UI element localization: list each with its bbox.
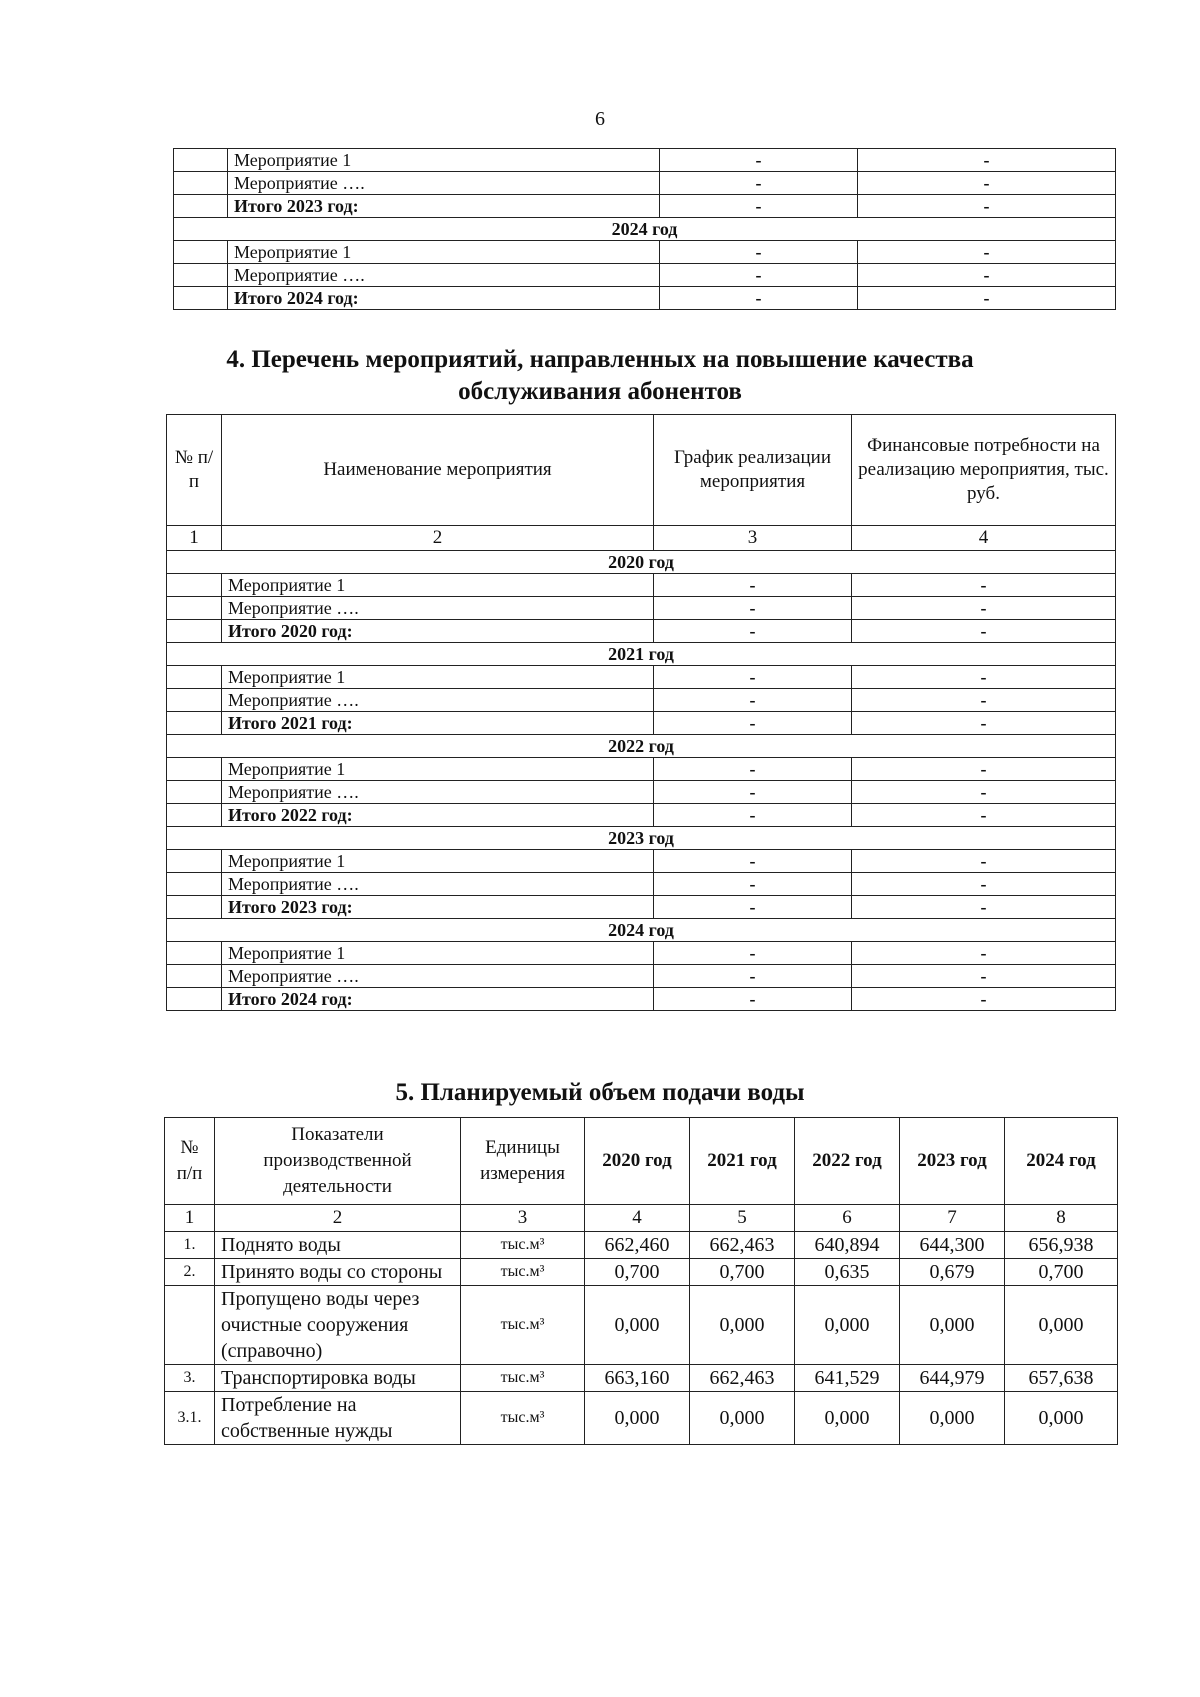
total-row — [174, 287, 1116, 310]
schedule-cell: - — [654, 597, 852, 620]
row-number-cell — [167, 781, 222, 804]
value-cell: 656,938 — [1005, 1232, 1118, 1259]
row-number-cell — [174, 149, 228, 172]
schedule-cell: - — [654, 850, 852, 873]
value-cell: 640,894 — [795, 1232, 900, 1259]
financing-cell: - — [852, 597, 1116, 620]
row-number-cell — [174, 287, 228, 310]
row-number-cell — [167, 988, 222, 1011]
measure-row — [174, 241, 1116, 264]
unit-cell: тыс.м³ — [461, 1259, 585, 1286]
measure-row — [167, 597, 1116, 620]
financing-cell: - — [852, 666, 1116, 689]
row-number-cell — [167, 597, 222, 620]
value-cell: 0,000 — [1005, 1286, 1118, 1365]
indicator-row — [165, 1259, 1118, 1286]
unit-cell: тыс.м³ — [461, 1392, 585, 1445]
measure-name: Мероприятие 1 — [222, 758, 654, 781]
value-cell: 641,529 — [795, 1365, 900, 1392]
indicator-row — [165, 1286, 1118, 1365]
column-number: 2 — [222, 526, 654, 551]
year-row — [167, 919, 1116, 942]
row-number-cell — [174, 241, 228, 264]
measure-row — [174, 172, 1116, 195]
financing-cell: - — [852, 758, 1116, 781]
year-row — [174, 218, 1116, 241]
financing-cell: - — [852, 873, 1116, 896]
column-number: 7 — [900, 1205, 1005, 1232]
page-number: 6 — [595, 108, 605, 130]
section-4-title — [0, 344, 1200, 408]
value-cell: 644,300 — [900, 1232, 1005, 1259]
value-cell: 0,000 — [795, 1286, 900, 1365]
total-label: Итого 2023 год: — [228, 195, 660, 218]
row-number-cell — [167, 689, 222, 712]
measure-name: Мероприятие 1 — [222, 942, 654, 965]
row-index: 3. — [165, 1365, 215, 1392]
measure-row — [167, 781, 1116, 804]
schedule-cell: - — [660, 149, 858, 172]
value-cell: 662,460 — [585, 1232, 690, 1259]
year-row — [167, 551, 1116, 574]
measure-row — [167, 942, 1116, 965]
total-row — [167, 896, 1116, 919]
measures-table — [166, 414, 1116, 1011]
year-label: 2020 год — [167, 551, 1116, 574]
unit-cell: тыс.м³ — [461, 1365, 585, 1392]
schedule-cell: - — [654, 942, 852, 965]
year-label: 2024 год — [174, 218, 1116, 241]
schedule-cell: - — [660, 264, 858, 287]
row-number-cell — [167, 896, 222, 919]
unit-cell: тыс.м³ — [461, 1286, 585, 1365]
column-number: 4 — [852, 526, 1116, 551]
value-cell: 0,000 — [585, 1286, 690, 1365]
row-number-cell — [174, 264, 228, 287]
section-4-title-line1: 4. Перечень мероприятий, направленных на повышение качества — [226, 346, 974, 373]
total-row — [167, 988, 1116, 1011]
row-number-cell — [167, 620, 222, 643]
financing-cell: - — [858, 287, 1116, 310]
measure-name: Мероприятие 1 — [228, 241, 660, 264]
value-cell: 0,700 — [690, 1259, 795, 1286]
row-number-cell — [167, 712, 222, 735]
financing-cell: - — [858, 149, 1116, 172]
total-label: Итого 2021 год: — [222, 712, 654, 735]
value-cell: 0,635 — [795, 1259, 900, 1286]
schedule-cell: - — [654, 620, 852, 643]
header-year: 2021 год — [690, 1118, 795, 1205]
value-cell: 663,160 — [585, 1365, 690, 1392]
value-cell: 662,463 — [690, 1365, 795, 1392]
measure-row — [167, 965, 1116, 988]
financing-cell: - — [858, 172, 1116, 195]
total-label: Итого 2022 год: — [222, 804, 654, 827]
row-number-cell — [174, 195, 228, 218]
value-cell: 0,700 — [1005, 1259, 1118, 1286]
measure-name: Мероприятие …. — [222, 965, 654, 988]
year-row — [167, 735, 1116, 758]
row-number-cell — [174, 172, 228, 195]
header-year: 2022 год — [795, 1118, 900, 1205]
value-cell: 0,679 — [900, 1259, 1005, 1286]
measure-row — [167, 873, 1116, 896]
schedule-cell: - — [660, 195, 858, 218]
section-5-title: 5. Планируемый объем подачи воды — [395, 1079, 805, 1106]
column-number: 5 — [690, 1205, 795, 1232]
value-cell: 657,638 — [1005, 1365, 1118, 1392]
indicator-name: Пропущено воды через очистные сооружения (справочно) — [215, 1286, 461, 1365]
total-row — [167, 712, 1116, 735]
financing-cell: - — [852, 712, 1116, 735]
header-schedule: График реализации мероприятия — [654, 415, 852, 526]
value-cell: 0,700 — [585, 1259, 690, 1286]
financing-cell: - — [852, 620, 1116, 643]
measure-name: Мероприятие 1 — [222, 574, 654, 597]
value-cell: 662,463 — [690, 1232, 795, 1259]
schedule-cell: - — [654, 781, 852, 804]
financing-cell: - — [852, 850, 1116, 873]
measure-row — [174, 149, 1116, 172]
schedule-cell: - — [654, 896, 852, 919]
measure-name: Мероприятие …. — [228, 172, 660, 195]
measure-name: Мероприятие 1 — [228, 149, 660, 172]
value-cell: 0,000 — [900, 1286, 1005, 1365]
year-row — [167, 827, 1116, 850]
row-number-cell — [167, 942, 222, 965]
measure-row — [167, 850, 1116, 873]
total-row — [174, 195, 1116, 218]
schedule-cell: - — [654, 689, 852, 712]
measure-row — [167, 758, 1116, 781]
continuation-table — [173, 148, 1116, 310]
schedule-cell: - — [660, 172, 858, 195]
financing-cell: - — [852, 942, 1116, 965]
column-number: 1 — [165, 1205, 215, 1232]
schedule-cell: - — [660, 287, 858, 310]
schedule-cell: - — [654, 666, 852, 689]
row-number-cell — [167, 574, 222, 597]
indicator-row — [165, 1232, 1118, 1259]
value-cell: 0,000 — [690, 1286, 795, 1365]
financing-cell: - — [852, 896, 1116, 919]
measure-name: Мероприятие …. — [222, 597, 654, 620]
section-4-title-line2: обслуживания абонентов — [458, 378, 742, 405]
schedule-cell: - — [654, 712, 852, 735]
column-number: 2 — [215, 1205, 461, 1232]
row-number-cell — [167, 965, 222, 988]
measure-name: Мероприятие …. — [222, 689, 654, 712]
financing-cell: - — [852, 781, 1116, 804]
financing-cell: - — [852, 965, 1116, 988]
measure-name: Мероприятие 1 — [222, 666, 654, 689]
schedule-cell: - — [654, 804, 852, 827]
unit-cell: тыс.м³ — [461, 1232, 585, 1259]
measure-name: Мероприятие …. — [222, 781, 654, 804]
financing-cell: - — [858, 264, 1116, 287]
measure-name: Мероприятие …. — [228, 264, 660, 287]
header-year: 2024 год — [1005, 1118, 1118, 1205]
column-number: 3 — [461, 1205, 585, 1232]
total-label: Итого 2024 год: — [228, 287, 660, 310]
row-number-cell — [167, 758, 222, 781]
year-label: 2023 год — [167, 827, 1116, 850]
row-index: 2. — [165, 1259, 215, 1286]
row-number-cell — [167, 804, 222, 827]
column-number: 8 — [1005, 1205, 1118, 1232]
header-units: Единицы измерения — [461, 1118, 585, 1205]
header-indicators: Показатели производственной деятельности — [215, 1118, 461, 1205]
header-financing: Финансовые потребности на реализацию мероприятия, тыс. руб. — [852, 415, 1116, 526]
financing-cell: - — [852, 988, 1116, 1011]
row-index — [165, 1286, 215, 1365]
measure-row — [167, 666, 1116, 689]
schedule-cell: - — [654, 988, 852, 1011]
row-number-cell — [167, 873, 222, 896]
measure-name: Мероприятие 1 — [222, 850, 654, 873]
indicator-name: Поднято воды — [215, 1232, 461, 1259]
indicator-name: Транспортировка воды — [215, 1365, 461, 1392]
water-supply-table — [164, 1117, 1118, 1445]
schedule-cell: - — [654, 873, 852, 896]
year-label: 2022 год — [167, 735, 1116, 758]
year-label: 2021 год — [167, 643, 1116, 666]
measure-row — [167, 689, 1116, 712]
header-measure-name: Наименование мероприятия — [222, 415, 654, 526]
value-cell: 0,000 — [1005, 1392, 1118, 1445]
header-number: № п/п — [165, 1118, 215, 1205]
row-index: 3.1. — [165, 1392, 215, 1445]
measure-row — [167, 574, 1116, 597]
schedule-cell: - — [654, 574, 852, 597]
row-number-cell — [167, 666, 222, 689]
indicator-name: Принято воды со стороны — [215, 1259, 461, 1286]
value-cell: 0,000 — [585, 1392, 690, 1445]
schedule-cell: - — [654, 758, 852, 781]
column-number: 3 — [654, 526, 852, 551]
total-label: Итого 2024 год: — [222, 988, 654, 1011]
column-number: 1 — [167, 526, 222, 551]
row-index: 1. — [165, 1232, 215, 1259]
financing-cell: - — [852, 804, 1116, 827]
value-cell: 644,979 — [900, 1365, 1005, 1392]
row-number-cell — [167, 850, 222, 873]
indicator-row — [165, 1365, 1118, 1392]
value-cell: 0,000 — [690, 1392, 795, 1445]
value-cell: 0,000 — [795, 1392, 900, 1445]
year-label: 2024 год — [167, 919, 1116, 942]
schedule-cell: - — [654, 965, 852, 988]
indicator-row — [165, 1392, 1118, 1445]
total-label: Итого 2020 год: — [222, 620, 654, 643]
measure-name: Мероприятие …. — [222, 873, 654, 896]
financing-cell: - — [858, 195, 1116, 218]
total-row — [167, 804, 1116, 827]
column-number: 4 — [585, 1205, 690, 1232]
year-row — [167, 643, 1116, 666]
indicator-name: Потребление на собственные нужды — [215, 1392, 461, 1445]
measure-row — [174, 264, 1116, 287]
schedule-cell: - — [660, 241, 858, 264]
total-row — [167, 620, 1116, 643]
header-year: 2020 год — [585, 1118, 690, 1205]
financing-cell: - — [858, 241, 1116, 264]
financing-cell: - — [852, 574, 1116, 597]
header-year: 2023 год — [900, 1118, 1005, 1205]
financing-cell: - — [852, 689, 1116, 712]
total-label: Итого 2023 год: — [222, 896, 654, 919]
column-number: 6 — [795, 1205, 900, 1232]
header-number: № п/п — [167, 415, 222, 526]
value-cell: 0,000 — [900, 1392, 1005, 1445]
